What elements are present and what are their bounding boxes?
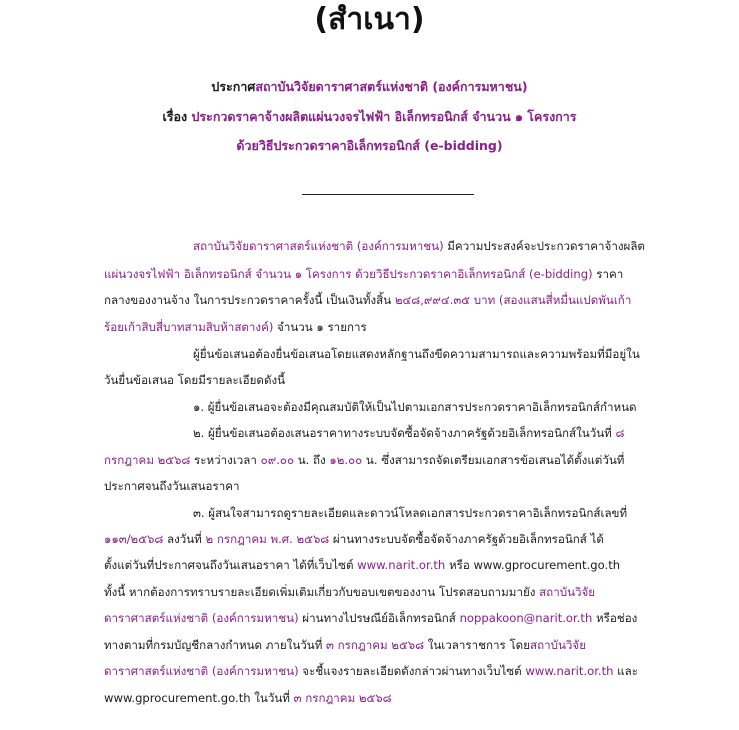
body-line-18	[104, 689, 670, 707]
clarification-date: ๓ กรกฎาคม ๒๕๖๘	[293, 691, 392, 705]
qualification-item-1: ๑. ผู้ยื่นข้อเสนอจะต้องมีคุณสมบัติให้เป็นไปตามเอกสารประกวดราคาอิเล็กทรอนิกส์กำหนด	[193, 400, 637, 414]
body-line-3	[104, 291, 670, 309]
body-line-14	[104, 583, 670, 601]
body-organization: สถาบันวิจัยดาราศาสตร์แห่งชาติ (องค์การมหาชน)	[193, 239, 444, 253]
document-date: ๒ กรกฎาคม พ.ศ. ๒๕๖๘	[205, 532, 330, 546]
title-divider	[302, 194, 474, 195]
body-line-17	[104, 662, 670, 680]
title-subject-prefix: เรื่อง	[162, 109, 192, 124]
body-text: มีความประสงค์จะประกวดราคาจ้างผลิต	[443, 239, 645, 253]
announcement-title-line-1	[0, 77, 739, 97]
body-text: กลางของงานจ้าง ในการประกวดราคาครั้งนี้ เป็นเงินทั้งสิ้น	[104, 293, 395, 307]
gprocurement-website-text: หรือ www.gprocurement.go.th	[445, 558, 621, 572]
body-line-2	[104, 265, 670, 283]
budget-amount: ๒๔๘,๙๙๔.๓๕ บาท (สองแสนสี่หมื่นแปดพันเก้า	[394, 293, 632, 307]
document-number: ๑๑๓/๒๕๖๘	[104, 532, 164, 546]
project-name: แผ่นวงจรไฟฟ้า อิเล็กทรอนิกส์ จำนวน ๑ โครงการ ด้วยวิธีประกวดราคาอิเล็กทรอนิกส์ (e-bidding)	[104, 267, 593, 281]
body-text: ผ่านทางระบบจัดซื้อจัดจ้างภาครัฐด้วยอิเล็กทรอนิกส์ ได้	[329, 532, 604, 546]
body-text: ในเวลาราชการ โดย	[424, 638, 530, 652]
body-text: ผ่านทางไปรษณีย์อิเล็กทรอนิกส์	[298, 611, 460, 625]
inquiry-deadline: ๓ กรกฎาคม ๒๕๖๘	[326, 638, 425, 652]
body-line-15	[104, 609, 670, 627]
document-heading: (สำเนา)	[314, 2, 425, 37]
body-text: ตั้งแต่วันที่ประกาศจนถึงวันเสนอราคา ได้ที่เว็บไซต์	[104, 558, 358, 572]
title-organization: สถาบันวิจัยดาราศาสตร์แห่งชาติ (องค์การมหาชน)	[255, 79, 528, 94]
qualification-item-2	[193, 424, 670, 442]
qualification-item-3: ๓. ผู้สนใจสามารถดูรายละเอียดและดาวน์โหลดเอกสารประกวดราคาอิเล็กทรอนิกส์เลขที่	[193, 506, 628, 520]
body-text: จำนวน ๑ รายการ	[273, 320, 367, 334]
body-line-10: ประกาศจนถึงวันเสนอราคา	[104, 479, 240, 493]
title-subject: ประกวดราคาจ้างผลิตแผ่นวงจรไฟฟ้า อิเล็กทรอนิกส์ จำนวน ๑ โครงการ	[191, 109, 577, 124]
body-line-16	[104, 636, 670, 654]
narit-website-link[interactable]: www.narit.or.th	[525, 664, 614, 678]
body-text: ราคา	[592, 267, 624, 281]
announcement-title-line-2	[0, 107, 739, 127]
bid-date: กรกฎาคม ๒๕๖๘	[104, 453, 191, 467]
body-line-6: วันยื่นข้อเสนอ โดยมีรายละเอียดดังนี้	[104, 373, 286, 387]
clarifying-organization: สถาบันวิจัย	[530, 638, 586, 652]
narit-website-link[interactable]: www.narit.or.th	[357, 558, 446, 572]
body-text: ระหว่างเวลา	[190, 453, 261, 467]
body-line-12	[104, 530, 670, 548]
contact-organization: สถาบันวิจัย	[539, 585, 596, 599]
bid-start-time: ๐๙.๐๐	[260, 453, 295, 467]
body-text: www.gprocurement.go.th ในวันที่	[104, 691, 294, 705]
body-line-4	[104, 318, 670, 336]
body-text: และ	[613, 664, 638, 678]
body-line-5: ผู้ยื่นข้อเสนอต้องยื่นข้อเสนอโดยแสดงหลักฐานถึงขีดความสามารถและความพร้อมที่มีอยู่ใน	[193, 347, 640, 361]
bid-end-time: ๑๒.๐๐	[329, 453, 363, 467]
body-text: น. ถึง	[294, 453, 330, 467]
bid-date-day: ๘	[615, 426, 625, 440]
contact-organization: ดาราศาสตร์แห่งชาติ (องค์การมหาชน)	[104, 611, 299, 625]
body-line-13	[104, 556, 670, 574]
title-prefix: ประกาศ	[211, 79, 256, 94]
budget-amount-words: ร้อยเก้าสิบสี่บาทสามสิบห้าสตางค์)	[104, 320, 274, 334]
body-text: น. ซึ่งสามารถจัดเตรียมเอกสารข้อเสนอได้ตั้งแต่วันที่	[362, 453, 625, 467]
body-text: ทั้งนี้ หากต้องการทราบรายละเอียดเพิ่มเติมเกี่ยวกับขอบเขตของงาน โปรดสอบถามมายัง	[104, 585, 540, 599]
body-text: ลงวันที่	[163, 532, 206, 546]
body-text: หรือช่อง	[592, 611, 638, 625]
body-line-9	[104, 451, 670, 469]
body-text: ทางตามที่กรมบัญชีกลางกำหนด ภายในวันที่	[104, 638, 327, 652]
contact-email-link[interactable]: noppakoon@narit.or.th	[459, 611, 593, 625]
body-text: ๒. ผู้ยื่นข้อเสนอต้องเสนอราคาทางระบบจัดซื้อจัดจ้างภาครัฐด้วยอิเล็กทรอนิกส์ในวันที่	[193, 426, 616, 440]
clarifying-organization: ดาราศาสตร์แห่งชาติ (องค์การมหาชน)	[104, 664, 299, 678]
body-text: จะชี้แจงรายละเอียดดังกล่าวผ่านทางเว็บไซต์	[298, 664, 526, 678]
announcement-title-line-3: ด้วยวิธีประกวดราคาอิเล็กทรอนิกส์ (e-bidding)	[236, 138, 503, 153]
body-line-1	[193, 237, 670, 255]
